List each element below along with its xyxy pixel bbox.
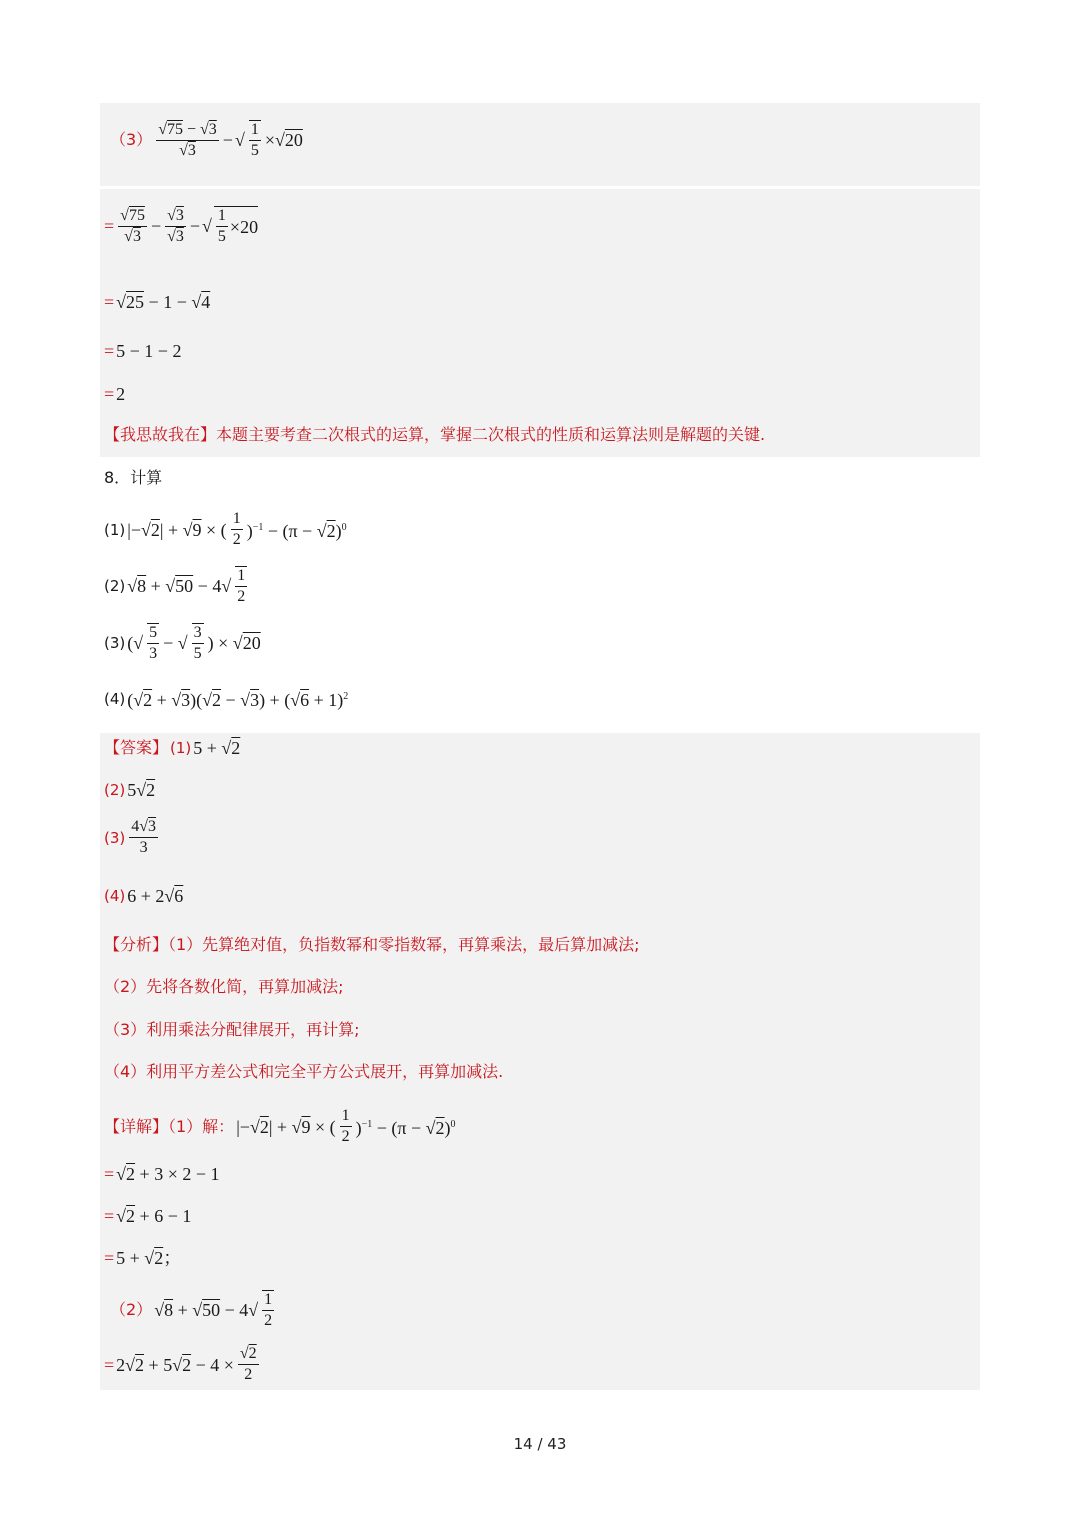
denominator: √3 bbox=[179, 141, 196, 159]
answer-tag: (1) bbox=[170, 739, 192, 757]
denominator: 5 bbox=[250, 142, 259, 159]
page-number: 14 / 43 bbox=[513, 1435, 567, 1453]
times-sign: ×√20 bbox=[264, 130, 303, 150]
math-expression: = √25 − 1 − √4 bbox=[104, 292, 211, 312]
radical: √ bbox=[234, 130, 245, 150]
detail-part2 bbox=[110, 1290, 276, 1330]
numerator: √75 − √3 bbox=[158, 120, 217, 138]
math-expression: (1) |−√2| + √9 × ( $\frac{1}{2}$ )$^{-1} - (\pi - √2)^0$ bbox=[104, 510, 347, 548]
solution-line-1 bbox=[104, 206, 258, 246]
fraction: $\frac{√3}{√3}$ bbox=[167, 206, 184, 245]
numerator: 1 bbox=[250, 121, 259, 138]
math-expression: （2） √8 + √50 − 4√ $\frac{1}{2}$ bbox=[110, 1291, 273, 1329]
answer-line-3 bbox=[104, 818, 160, 857]
reflection-text: 【我思故我在】本题主要考查二次根式的运算，掌握二次根式的性质和运算法则是解题的关键. bbox=[104, 425, 766, 444]
equals-sign: = bbox=[104, 216, 115, 236]
math-expression: (3) $\frac{4√3}{3}$ bbox=[104, 818, 157, 856]
math-expression: (4) $(√2 + √3)(√2 - √3) + (√6 + 1)^2$ bbox=[104, 689, 349, 710]
answer-label: 【答案】 bbox=[104, 738, 169, 757]
question-item-2 bbox=[104, 566, 249, 606]
minus-sign: − bbox=[222, 130, 233, 150]
math-expression: = 2 bbox=[104, 384, 126, 404]
answer-line-2 bbox=[104, 779, 155, 801]
question-item-3 bbox=[104, 623, 261, 663]
fraction: $\frac{√75}{√3}$ bbox=[120, 206, 145, 245]
fraction-bar bbox=[156, 140, 219, 141]
math-expression: = $\frac{√75}{√3}$ − $\frac{√3}{√3}$ − √ $\frac{1}{5}$ ×20 bbox=[104, 206, 259, 245]
detail-line-4 bbox=[104, 1247, 181, 1270]
answer-tag: (3) bbox=[104, 828, 126, 847]
math-expression: = 2√2 + 5√2 − 4 × $\frac{√2}{2}$ bbox=[104, 1345, 257, 1383]
fraction bbox=[156, 121, 219, 160]
problem-3 bbox=[110, 120, 303, 160]
detail-line-1 bbox=[104, 1107, 456, 1146]
question-title: 8．计算 bbox=[104, 468, 163, 487]
solution-line-3 bbox=[104, 340, 181, 363]
analysis-line-4: （4）利用平方差公式和完全平方公式展开，再算加减法. bbox=[104, 1062, 504, 1081]
analysis-line-3: （3）利用乘法分配律展开，再计算; bbox=[104, 1020, 360, 1039]
detail-part2-line bbox=[104, 1345, 261, 1384]
analysis-line-1: 【分析】（1）先算绝对值，负指数幂和零指数幂，再算乘法，最后算加减法; bbox=[104, 935, 640, 954]
question-item-1 bbox=[104, 510, 347, 549]
detail-line-3 bbox=[104, 1205, 191, 1228]
math-expression: 【详解】（1）解： |−√2| + √9 × ( $\frac{1}{2}$ )$^{-1} - (\pi - √2)^0$ bbox=[104, 1107, 456, 1145]
answer-line-4 bbox=[104, 885, 183, 907]
detail-line-2 bbox=[104, 1163, 220, 1186]
math-expression: = 5 + √2； bbox=[104, 1248, 182, 1268]
math-expression: (3) (√ $\frac{5}{3}$ − √ $\frac{3}{5}$ ) × √20 bbox=[104, 624, 261, 662]
math-expression: 【答案】 (1) 5 + √2 bbox=[104, 738, 241, 758]
detail-label: 【详解】（1）解： bbox=[104, 1116, 235, 1136]
math-expression: = √2 + 3 × 2 − 1 bbox=[104, 1164, 220, 1184]
math-expression: = √2 + 6 − 1 bbox=[104, 1206, 192, 1226]
math-expression: (2) √8 + √50 − 4√ $\frac{1}{2}$ bbox=[104, 567, 246, 605]
fraction-bar bbox=[249, 140, 261, 141]
math-expression: (4) 6 + 2√6 bbox=[104, 886, 184, 906]
solution-line-2 bbox=[104, 291, 210, 314]
math-expression bbox=[110, 120, 303, 160]
analysis-line-2: （2）先将各数化简，再算加减法; bbox=[104, 977, 344, 996]
solution-text: √25 − 1 − √4 bbox=[116, 292, 211, 312]
math-expression: (2) 5√2 bbox=[104, 780, 156, 800]
detail-part2-label: （2） bbox=[110, 1300, 153, 1319]
answer-tag: (2) bbox=[104, 781, 126, 799]
answer-tag: (4) bbox=[104, 887, 126, 905]
fraction bbox=[249, 120, 261, 160]
question-item-4 bbox=[104, 686, 348, 711]
solution-line-4 bbox=[104, 383, 125, 406]
answer-line-1 bbox=[104, 737, 240, 759]
math-expression: = 5 − 1 − 2 bbox=[104, 341, 182, 361]
problem-label: （3） bbox=[110, 130, 153, 149]
